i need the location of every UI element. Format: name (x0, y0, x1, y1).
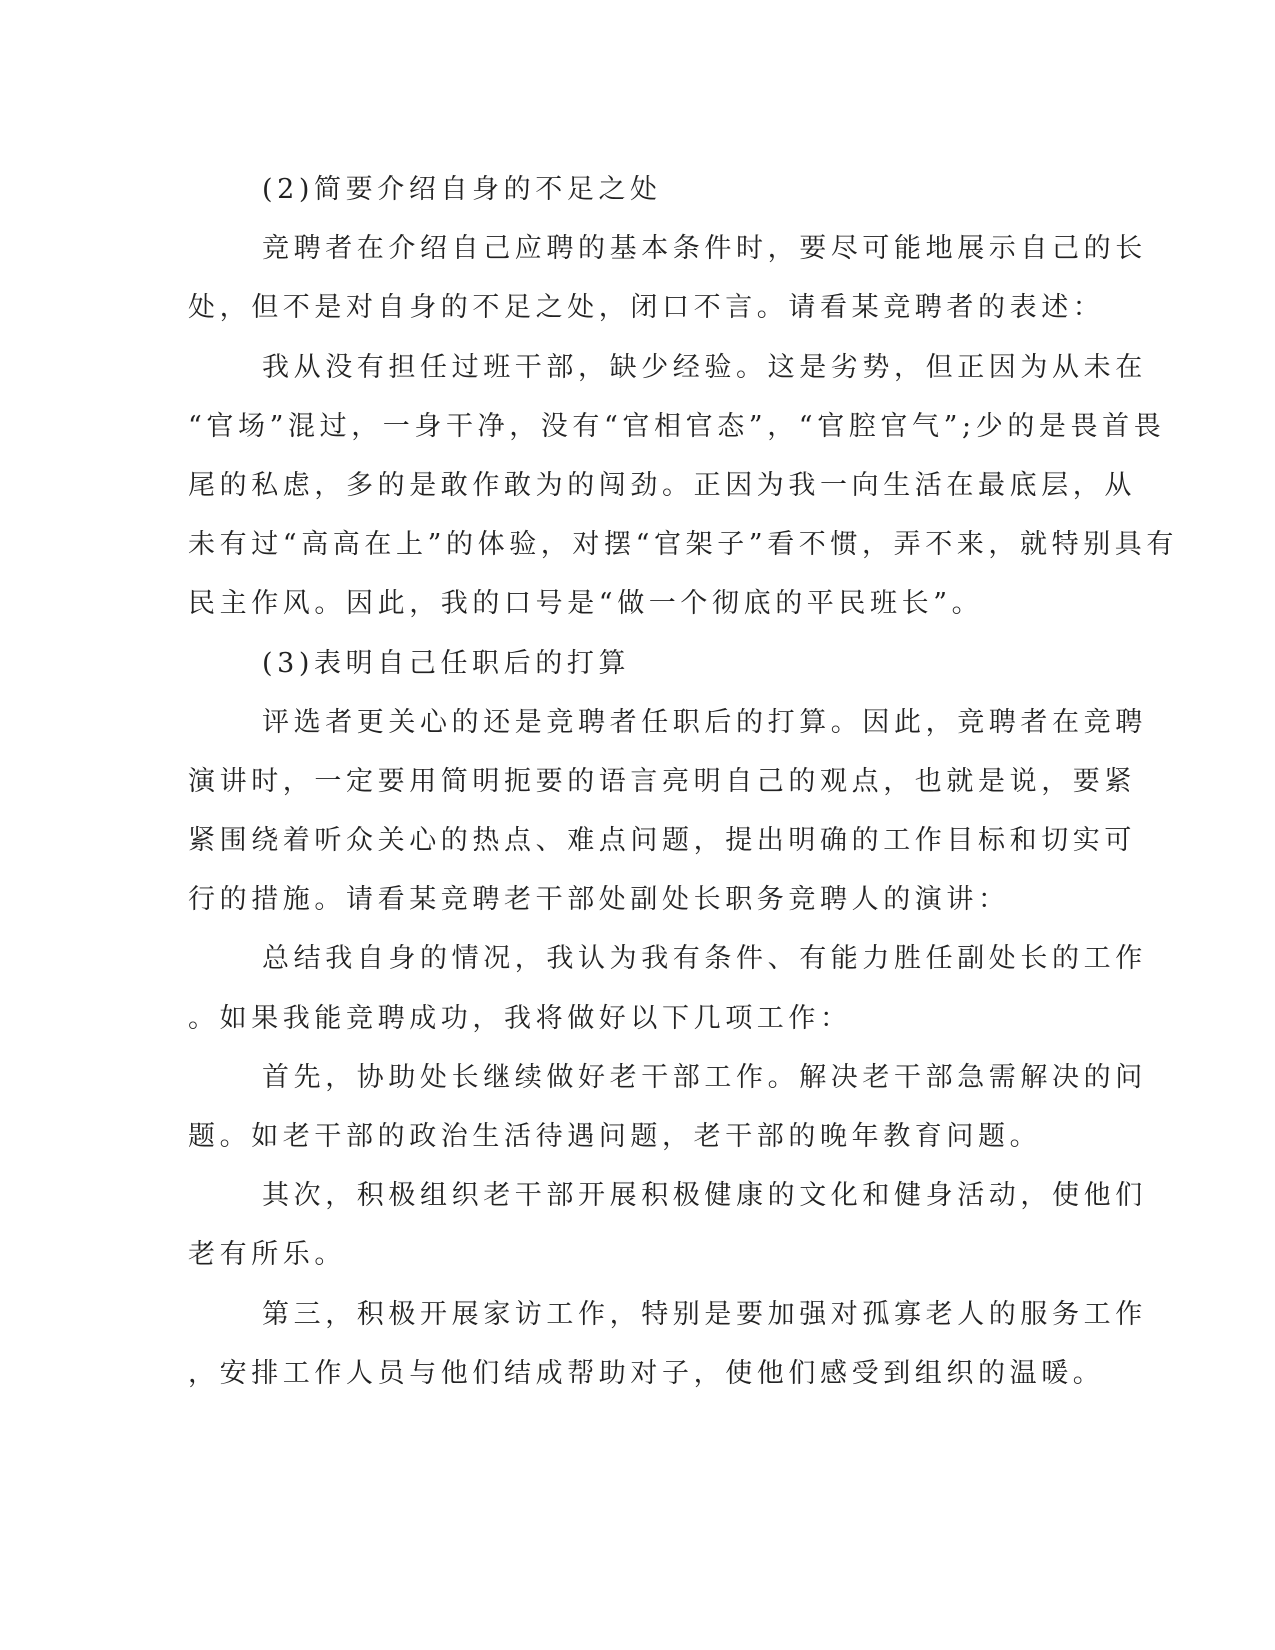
section-heading-2: (2)简要介绍自身的不足之处 (262, 174, 662, 205)
paragraph-line: 演讲时，一定要用简明扼要的语言亮明自己的观点，也就是说，要紧 (188, 765, 1136, 797)
quote-line: 未有过“高高在上”的体验，对摆“官架子”看不惯，弄不来，就特别具有 (188, 529, 1179, 561)
speech-line: 第三，积极开展家访工作，特别是要加强对孤寡老人的服务工作 (262, 1298, 1147, 1330)
quote-line: 尾的私虑，多的是敢作敢为的闯劲。正因为我一向生活在最底层，从 (188, 469, 1136, 501)
document-body (188, 160, 1179, 1403)
paragraph-line: 处，但不是对自身的不足之处，闭口不言。请看某竞聘者的表述： (188, 292, 1105, 324)
paragraph-line: 行的措施。请看某竞聘老干部处副处长职务竞聘人的演讲： (188, 884, 1010, 916)
speech-line: 。如果我能竞聘成功，我将做好以下几项工作： (188, 1002, 852, 1034)
paragraph-line: 紧围绕着听众关心的热点、难点问题，提出明确的工作目标和切实可 (188, 825, 1136, 857)
speech-line: ，安排工作人员与他们结成帮助对子，使他们感受到组织的温暖。 (188, 1357, 1105, 1389)
paragraph-line: 评选者更关心的还是竞聘者任职后的打算。因此，竞聘者在竞聘 (262, 706, 1147, 738)
quote-line: 我从没有担任过班干部，缺少经验。这是劣势，但正因为从未在 (262, 351, 1147, 383)
speech-line: 总结我自身的情况，我认为我有条件、有能力胜任副处长的工作 (262, 943, 1147, 975)
speech-line: 其次，积极组织老干部开展积极健康的文化和健身活动，使他们 (262, 1180, 1147, 1212)
speech-line: 题。如老干部的政治生活待遇问题，老干部的晚年教育问题。 (188, 1121, 1042, 1152)
quote-line: “官场”混过，一身干净，没有“官相官态”，“官腔官气”;少的是畏首畏 (188, 410, 1166, 442)
paragraph-line: 竞聘者在介绍自己应聘的基本条件时，要尽可能地展示自己的长 (262, 233, 1147, 265)
speech-line: 老有所乐。 (188, 1239, 346, 1271)
section-heading-3: (3)表明自己任职后的打算 (262, 647, 631, 679)
quote-line: 民主作风。因此，我的口号是“做一个彻底的平民班长”。 (188, 588, 984, 620)
speech-line: 首先，协助处长继续做好老干部工作。解决老干部急需解决的问 (262, 1061, 1147, 1093)
